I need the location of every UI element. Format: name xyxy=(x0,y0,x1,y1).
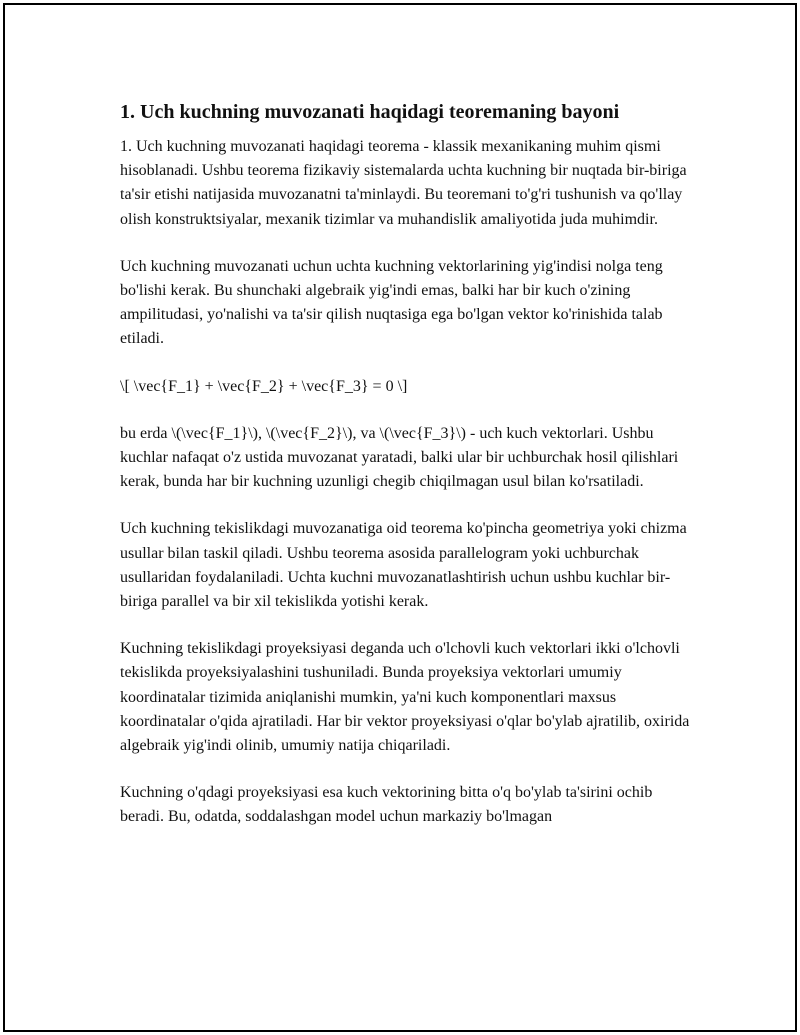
paragraph-plane-projection: Kuchning tekislikdagi proyeksiyasi deganda uch o'lchovli kuch vektorlari ikki o'lchovli tekislikda proyeksiyalashini tushuniladi. Bunda proyeksiya vektorlari umumiy koordinatalar tizimida aniqlanishi mumkin, ya'ni kuch komponentlari maxsus koordinatalar o'qida ajratiladi. Har bir vektor proyeksiyasi o'qlar bo'ylab ajratilib, oxirida algebraik yig'indi olinib, umumiy natija chiqariladi. xyxy=(120,640,690,755)
paragraph-force-vectors: bu erda \(\vec{F_1}\), \(\vec{F_2}\), va \(\vec{F_3}\) - uch kuch vektorlari. Ushbu kuchlar nafaqat o'z ustida muvozanat yaratadi, balki ular bir uchburchak hosil qilishlari kerak, bunda har bir kuchning uzunligi chegib chiqilmagan usul bilan ko'rsatiladi. xyxy=(120,424,679,491)
paragraph-plane-equilibrium: Uch kuchning tekislikdagi muvozanatiga oid teorema ko'pincha geometriya yoki chizma usullar bilan taskil qiladi. Ushbu teorema asosida parallelogram yoki uchburchak usullaridan foydalaniladi. Uchta kuchni muvozanatlashtirish uchun ushbu kuchlar bir-biriga parallel va bir xil tekislikda yotishi kerak. xyxy=(120,520,687,611)
equation-line: \[ \vec{F_1} + \vec{F_2} + \vec{F_3} = 0 \] xyxy=(120,377,408,395)
paragraph-vector-sum: Uch kuchning muvozanati uchun uchta kuchning vektorlarining yig'indisi nolga teng bo'lishi kerak. Bu shunchaki algebraik yig'indi emas, balki har bir kuch o'zining ampilitudasi, yo'nalishi va ta'sir qilish nuqtasiga ega bo'lgan vektor ko'rinishida talab etiladi. xyxy=(120,257,663,348)
document-body xyxy=(120,99,700,853)
paragraph-intro: 1. Uch kuchning muvozanati haqidagi teorema - klassik mexanikaning muhim qismi hisoblanadi. Ushbu teorema fizikaviy sistemalarda uchta kuchning bir nuqtada bir-biriga ta'sir etishi natijasida muvozanatni ta'minlaydi. Bu teoremani to'g'ri tushunish va qo'llay olish konstruktsiyalar, mexanik tizimlar va muhandislik amaliyotida juda muhimdir. xyxy=(120,138,687,228)
paragraph-axis-projection: Kuchning o'qdagi proyeksiyasi esa kuch vektorining bitta o'q bo'ylab ta'sirini ochib beradi. Bu, odatda, soddalashgan model uchun markaziy bo'lmagan xyxy=(120,784,653,826)
document-title: 1. Uch kuchning muvozanati haqidagi teoremaning bayoni xyxy=(120,101,620,123)
page-frame xyxy=(3,3,797,1032)
